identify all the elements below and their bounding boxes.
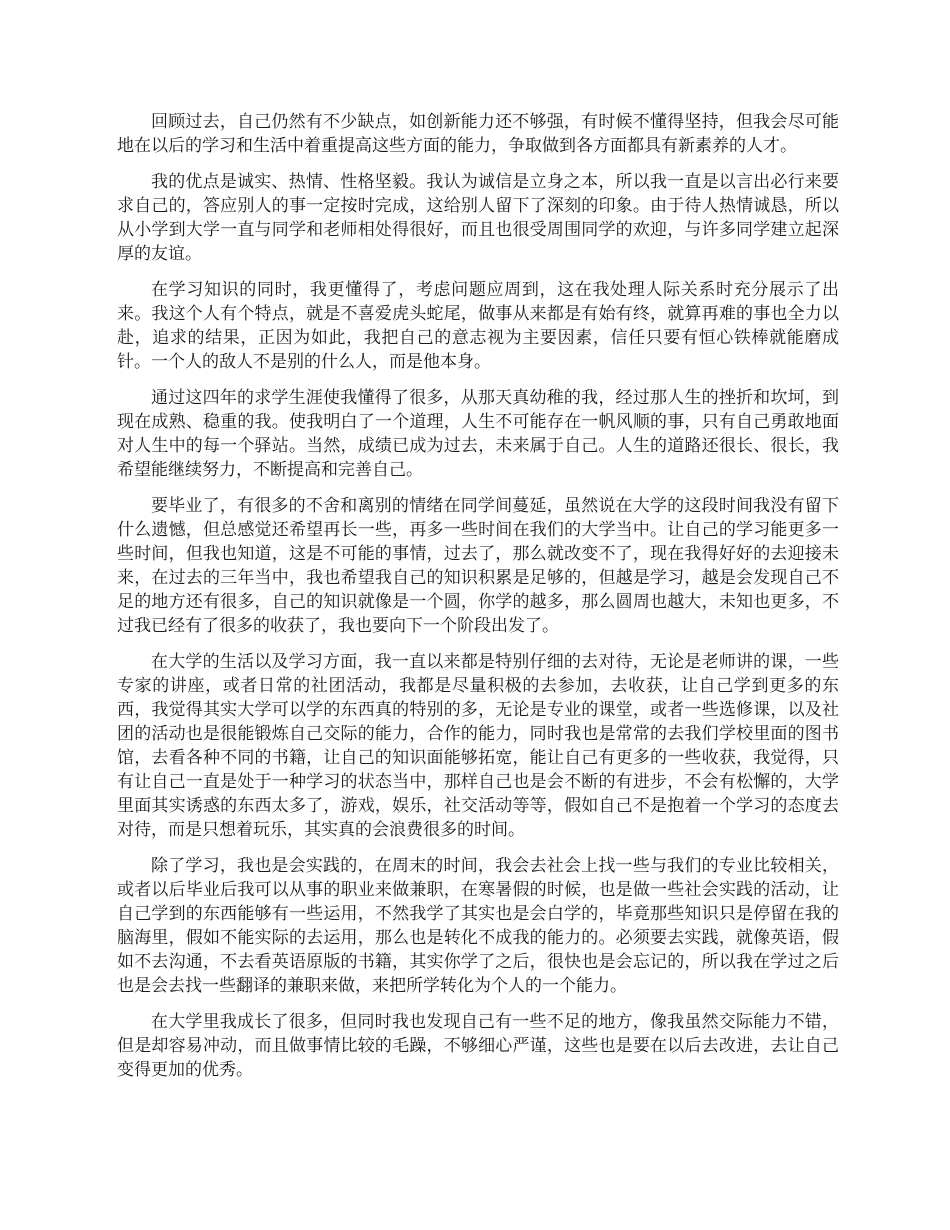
paragraph-four-years: 通过这四年的求学生涯使我懂得了很多，从那天真幼稚的我，经过那人生的挫折和坎坷，到现在成熟、稳重的我。使我明白了一个道理，人生不可能存在一帆风顺的事，只有自己勇敢地面对人生中的每一个驿站。当然，成绩已成为过去，未来属于自己。人生的道路还很长、很长，我希望能继续努力，不断提高和完善自己。 bbox=[117, 388, 839, 480]
document-body bbox=[117, 110, 839, 1094]
paragraph-learning: 在学习知识的同时，我更懂得了，考虑问题应周到，这在我处理人际关系时充分展示了出来。我这个人有个特点，就是不喜爱虎头蛇尾，做事从来都是有始有终，就算再难的事也全力以赴，追求的结果，正因为如此，我把自己的意志视为主要因素，信任只要有恒心铁棒就能磨成针。一个人的敌人不是别的什么人，而是他本身。 bbox=[117, 280, 839, 372]
paragraph-practice: 除了学习，我也是会实践的，在周末的时间，我会去社会上找一些与我们的专业比较相关，或者以后毕业后我可以从事的职业来做兼职，在寒暑假的时候，也是做一些社会实践的活动，让自己学到的东西能够有一些运用，不然我学了其实也是会白学的，毕竟那些知识只是停留在我的脑海里，假如不能实际的去运用，那么也是转化不成我的能力的。必须要去实践，就像英语，假如不去沟通，不去看英语原版的书籍，其实你学了之后，很快也是会忘记的，所以我在学过之后也是会去找一些翻译的兼职来做，来把所学转化为个人的一个能力。 bbox=[117, 856, 839, 996]
paragraph-university-life: 在大学的生活以及学习方面，我一直以来都是特别仔细的去对待，无论是老师讲的课，一些专家的讲座，或者日常的社团活动，我都是尽量积极的去参加，去收获，让自己学到更多的东西，我觉得其实大学可以学的东西真的特别的多，无论是专业的课堂，或者一些选修课，以及社团的活动也是很能锻炼自己交际的能力，合作的能力，同时我也是常常的去我们学校里面的图书馆，去看各种不同的书籍，让自己的知识面能够拓宽，能让自己有更多的一些收获，我觉得，只有让自己一直是处于一种学习的状态当中，那样自己也是会不断的有进步，不会有松懈的，大学里面其实诱惑的东西太多了，游戏，娱乐，社交活动等等，假如自己不是抱着一个学习的态度去对待，而是只想着玩乐，其实真的会浪费很多的时间。 bbox=[117, 652, 839, 840]
paragraph-strengths: 我的优点是诚实、热情、性格坚毅。我认为诚信是立身之本，所以我一直是以言出必行来要求自己的，答应别人的事一定按时完成，这给别人留下了深刻的印象。由于待人热情诚恳，所以从小学到大学一直与同学和老师相处得很好，而且也很受周围同学的欢迎，与许多同学建立起深厚的友谊。 bbox=[117, 172, 839, 264]
paragraph-reflection: 回顾过去，自己仍然有不少缺点，如创新能力还不够强，有时候不懂得坚持，但我会尽可能地在以后的学习和生活中着重提高这些方面的能力，争取做到各方面都具有新素养的人才。 bbox=[117, 112, 839, 156]
paragraph-graduation: 要毕业了，有很多的不舍和离别的情绪在同学间蔓延，虽然说在大学的这段时间我没有留下什么遗憾，但总感觉还希望再长一些，再多一些时间在我们的大学当中。让自己的学习能更多一些时间，但我也知道，这是不可能的事情，过去了，那么就改变不了，现在我得好好的去迎接未来，在过去的三年当中，我也希望我自己的知识积累是足够的，但越是学习，越是会发现自己不足的地方还有很多，自己的知识就像是一个圆，你学的越多，那么圆周也越大，未知也更多，不过我已经有了很多的收获了，我也要向下一个阶段出发了。 bbox=[117, 496, 839, 636]
paragraph-growth: 在大学里我成长了很多，但同时我也发现自己有一些不足的地方，像我虽然交际能力不错，但是却容易冲动，而且做事情比较的毛躁，不够细心严谨，这些也是要在以后去改进，去让自己变得更加的优秀。 bbox=[117, 1012, 839, 1080]
